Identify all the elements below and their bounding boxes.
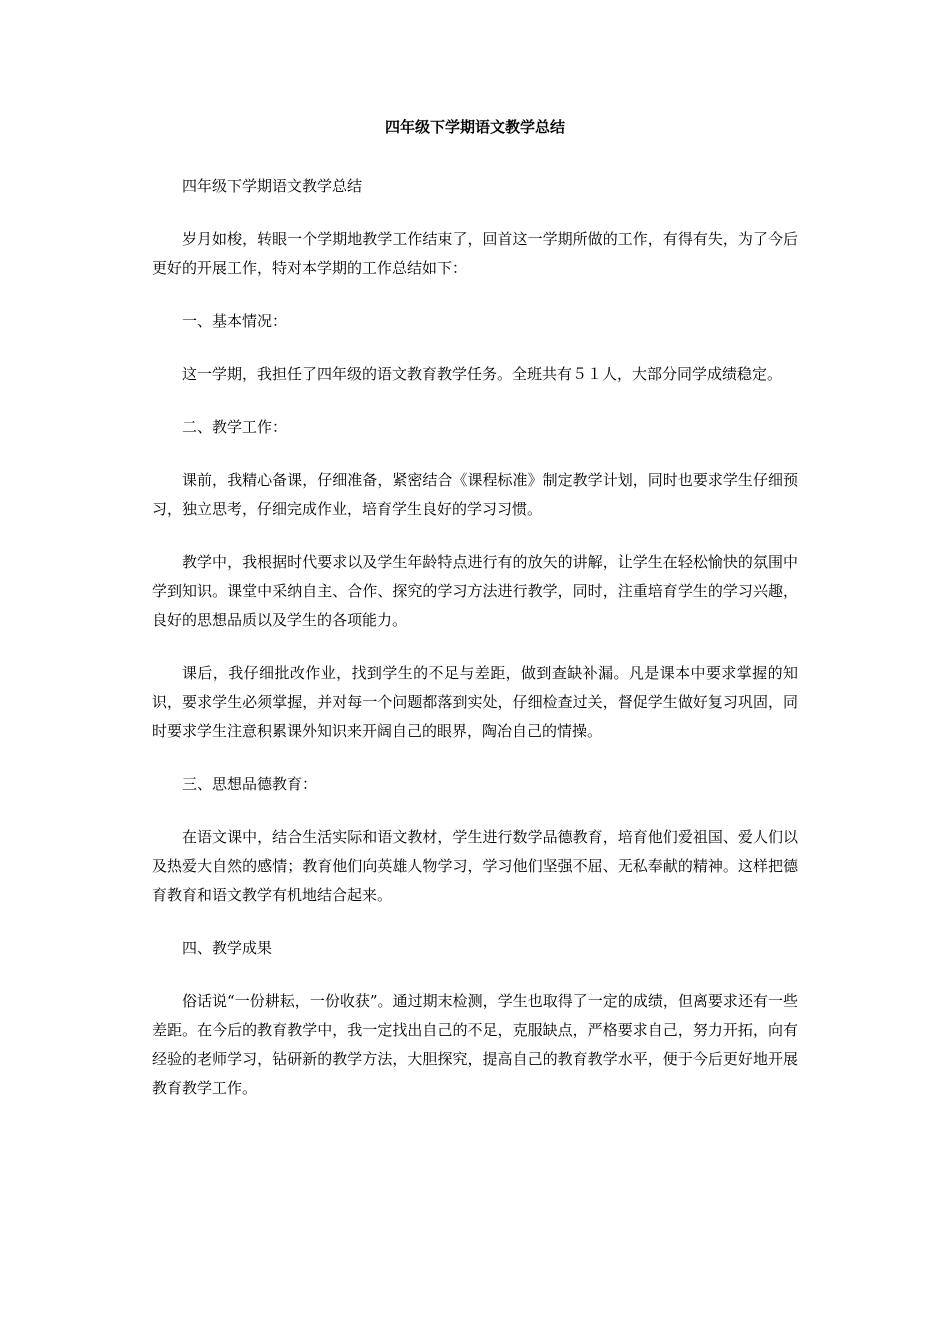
paragraph-moral: 在语文课中，结合生活实际和语文教材，学生进行数学品德教育，培育他们爱祖国、爱人们以及热爱大自然的感情；教育他们向英雄人物学习，学习他们坚强不屈、无私奉献的精神。这样把德育教育和语文教学有机地结合起来。: [152, 828, 798, 904]
section-heading-teaching: 二、教学工作：: [182, 418, 288, 436]
paragraph-results: 俗话说“一份耕耘，一份收获”。通过期末检测，学生也取得了一定的成绩，但离要求还有一些差距。在今后的教育教学中，我一定找出自己的不足，克服缺点，严格要求自己，努力开拓，向有经验的老师学习，钻研新的教学方法，大胆探究，提高自己的教育教学水平，便于今后更好地开展教育教学工作。: [152, 992, 798, 1097]
paragraph-before-class: 课前，我精心备课，仔细准备，紧密结合《课程标准》制定教学计划，同时也要求学生仔细预习，独立思考，仔细完成作业，培育学生良好的学习习惯。: [152, 471, 798, 518]
document-title: 四年级下学期语文教学总结: [384, 118, 565, 136]
paragraph-basic: 这一学期，我担任了四年级的语文教育教学任务。全班共有５１人，大部分同学成绩稳定。: [182, 365, 783, 383]
document-page: [152, 112, 798, 1127]
section-heading-moral: 三、思想品德教育：: [182, 775, 318, 793]
paragraph-in-class: 教学中，我根据时代要求以及学生年龄特点进行有的放矢的讲解，让学生在轻松愉快的氛围中学到知识。课堂中采纳自主、合作、探究的学习方法进行教学，同时，注重培育学生的学习兴趣，良好的思想品质以及学生的各项能力。: [152, 553, 798, 629]
section-heading-basic: 一、基本情况：: [182, 312, 288, 330]
paragraph-subtitle: 四年级下学期语文教学总结: [182, 177, 363, 195]
paragraph-after-class: 课后，我仔细批改作业，找到学生的不足与差距，做到查缺补漏。凡是课本中要求掌握的知识，要求学生必须掌握，并对每一个问题都落到实处，仔细检查过关，督促学生做好复习巩固，同时要求学生注意积累课外知识来开阔自己的眼界，陶冶自己的情操。: [152, 664, 798, 740]
section-heading-results: 四、教学成果: [182, 939, 273, 957]
paragraph-intro: 岁月如梭，转眼一个学期地教学工作结束了，回首这一学期所做的工作，有得有失，为了今后更好的开展工作，特对本学期的工作总结如下：: [152, 230, 798, 277]
